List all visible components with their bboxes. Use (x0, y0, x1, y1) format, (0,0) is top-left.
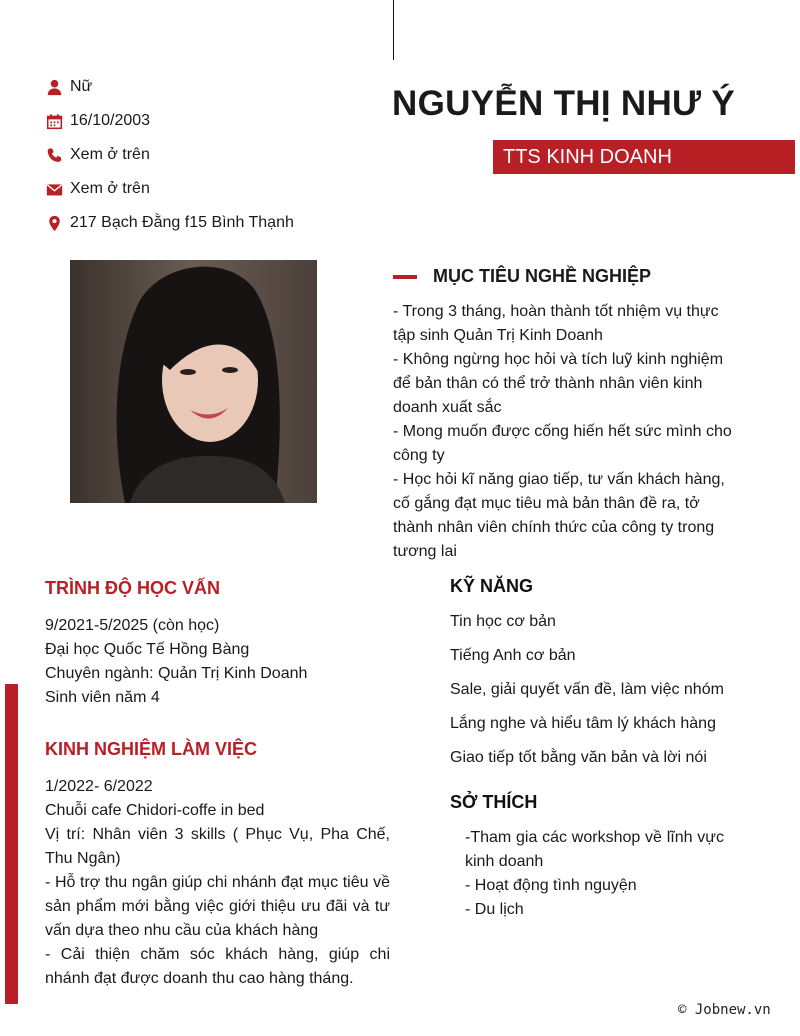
hobby-item: - Hoạt động tình nguyện (465, 877, 637, 894)
calendar-icon (45, 112, 63, 130)
objective-heading: MỤC TIÊU NGHỀ NGHIỆP (393, 266, 651, 287)
objective-line: - Không ngừng học hỏi và tích luỹ kinh nghiệm để bản thân có thể trở thành nhân viên kinh doanh xuất sắc (393, 351, 724, 416)
top-divider-line (393, 0, 394, 60)
education-line: Sinh viên năm 4 (45, 689, 160, 706)
skill-item: Tiếng Anh cơ bản (450, 647, 576, 664)
location-pin-icon (45, 214, 63, 232)
experience-line: 1/2022- 6/2022 (45, 778, 153, 795)
experience-heading: KINH NGHIỆM LÀM VIỆC (45, 739, 258, 759)
contact-gender: Nữ (45, 70, 365, 104)
education-heading: TRÌNH ĐỘ HỌC VẤN (45, 578, 220, 598)
person-icon (45, 78, 63, 96)
left-accent-bar (5, 684, 18, 1004)
position-title: TTS KINH DOANH (493, 140, 795, 174)
heading-dash (393, 275, 417, 279)
profile-photo (70, 260, 317, 503)
hobbies-list (465, 826, 724, 922)
envelope-icon (45, 180, 63, 198)
education-line: 9/2021-5/2025 (còn học) (45, 617, 220, 634)
skills-heading: KỸ NĂNG (450, 576, 534, 596)
experience-details (45, 775, 390, 991)
experience-line: Vị trí: Nhân viên 3 skills ( Phục Vụ, Pha Chế, Thu Ngân) (45, 826, 390, 867)
education-line: Chuyên ngành: Quản Trị Kinh Doanh (45, 665, 308, 682)
phone-icon (45, 146, 63, 164)
contact-email: Xem ở trên (45, 172, 365, 206)
objective-line: - Học hỏi kĩ năng giao tiếp, tư vấn khách hàng, cố gắng đạt mục tiêu mà bản thân đề ra, tở thành nhân viên chính thức của công ty trong tương lai (393, 471, 725, 560)
skill-item: Sale, giải quyết vấn đề, làm việc nhóm (450, 681, 724, 698)
experience-line: Chuỗi cafe Chidori-coffe in bed (45, 802, 265, 819)
hobbies-heading: SỞ THÍCH (450, 792, 538, 812)
contact-address: 217 Bạch Đằng f15 Bình Thạnh (45, 206, 365, 240)
experience-line: - Hỗ trợ thu ngân giúp chi nhánh đạt mục tiêu về sản phẩm mới bằng việc giới thiệu ưu đãi và tư vấn dựa theo nhu cầu của khách hàng (45, 874, 390, 939)
objective-line: - Trong 3 tháng, hoàn thành tốt nhiệm vụ thực tập sinh Quản Trị Kinh Doanh (393, 303, 719, 344)
hobby-item: - Du lịch (465, 901, 524, 918)
objective-line: - Mong muốn được cống hiến hết sức mình cho công ty (393, 423, 732, 464)
education-details (45, 614, 390, 710)
contact-phone: Xem ở trên (45, 138, 365, 172)
candidate-name: NGUYỄN THỊ NHƯ Ý (392, 84, 736, 123)
education-line: Đại học Quốc Tế Hồng Bàng (45, 641, 250, 658)
contact-info (45, 70, 365, 240)
hobby-item: -Tham gia các workshop về lĩnh vực kinh doanh (465, 829, 724, 870)
experience-line: - Cải thiện chăm sóc khách hàng, giúp chi nhánh đạt được doanh thu cao hàng tháng. (45, 946, 390, 987)
contact-birthdate: 16/10/2003 (45, 104, 365, 138)
skill-item: Tin học cơ bản (450, 613, 556, 630)
objective-text (393, 300, 743, 564)
watermark-text: © Jobnew.vn (678, 1002, 771, 1018)
skills-list (450, 607, 790, 777)
skill-item: Giao tiếp tốt bằng văn bản và lời nói (450, 749, 707, 766)
skill-item: Lắng nghe và hiểu tâm lý khách hàng (450, 715, 716, 732)
